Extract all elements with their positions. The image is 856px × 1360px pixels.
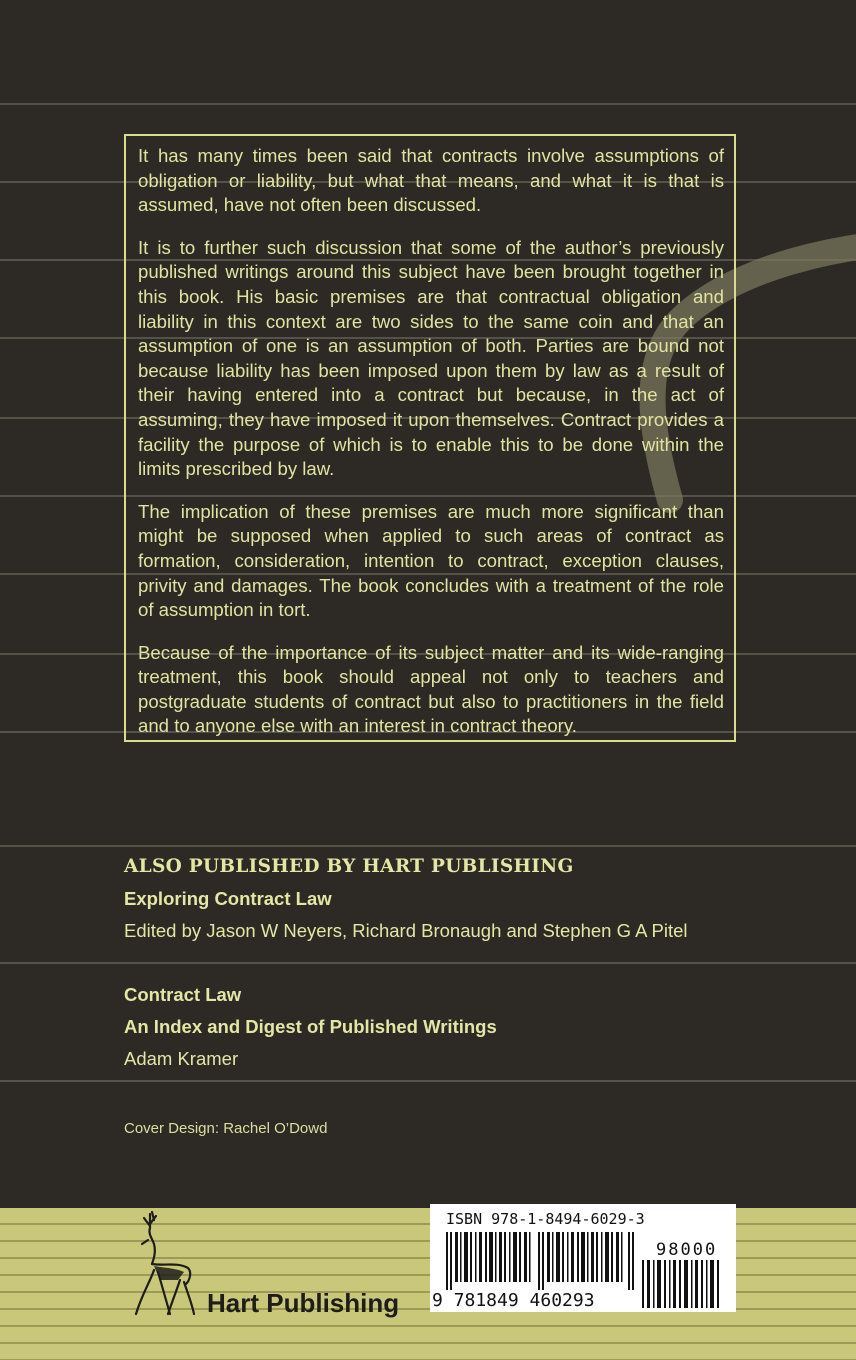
divider-rule xyxy=(0,962,856,964)
divider-rule xyxy=(0,103,856,105)
barcode-bars xyxy=(446,1232,636,1290)
isbn-label: ISBN 978-1-8494-6029-3 xyxy=(446,1210,645,1228)
blurb-paragraph: It has many times been said that contracts involve assumptions of obligation or liability, but what that means, and what it is that is assumed, have not often been discussed. xyxy=(138,145,724,216)
divider-rule xyxy=(0,1080,856,1082)
cover-design-credit: Cover Design: Rachel O’Dowd xyxy=(124,1120,328,1137)
isbn-barcode xyxy=(430,1204,736,1312)
book-subtitle: An Index and Digest of Published Writings xyxy=(124,1016,497,1037)
barcode-price-code: 98000 xyxy=(656,1240,718,1260)
book-title: Contract Law xyxy=(124,984,242,1005)
blurb-paragraph: The implication of these premises are much more significant than might be supposed when applied to such areas of contract as formation, consideration, intention to contract, exception clauses, privity and damages. The book concludes with a treatment of the role of assumption in tort. xyxy=(138,500,724,621)
blurb-paragraph: Because of the importance of its subject matter and its wide-ranging treatment, this book should appeal not only to teachers and postgraduate students of contract but also to practitioners in the field and to anyone else with an interest in contract theory. xyxy=(138,641,724,737)
divider-rule xyxy=(0,845,856,847)
barcode-digits: 9 781849 460293 xyxy=(432,1290,595,1311)
also-published-heading: ALSO PUBLISHED BY HART PUBLISHING xyxy=(124,856,574,877)
blurb-box xyxy=(124,134,736,742)
book-authors: Edited by Jason W Neyers, Richard Bronaugh and Stephen G A Pitel xyxy=(124,920,688,941)
barcode-addon-bars xyxy=(642,1260,722,1308)
book-authors: Adam Kramer xyxy=(124,1048,239,1069)
blurb-paragraph: It is to further such discussion that some of the author’s previously published writings around this subject have been brought together in this book. His basic premises are that contractual obligation and liability in this context are two sides to the same coin and that an assumption of one is an assumption of both. Parties are bound not because liability has been imposed upon them by law as a result of their having entered into a contract but because, in the act of assuming, they have imposed it upon themselves. Contract provides a facility the purpose of which is to enable this to be done within the limits prescribed by law. xyxy=(138,236,724,480)
publisher-name: Hart Publishing xyxy=(207,1288,400,1318)
book-title: Exploring Contract Law xyxy=(124,888,332,909)
stag-logo-icon xyxy=(128,1210,198,1330)
